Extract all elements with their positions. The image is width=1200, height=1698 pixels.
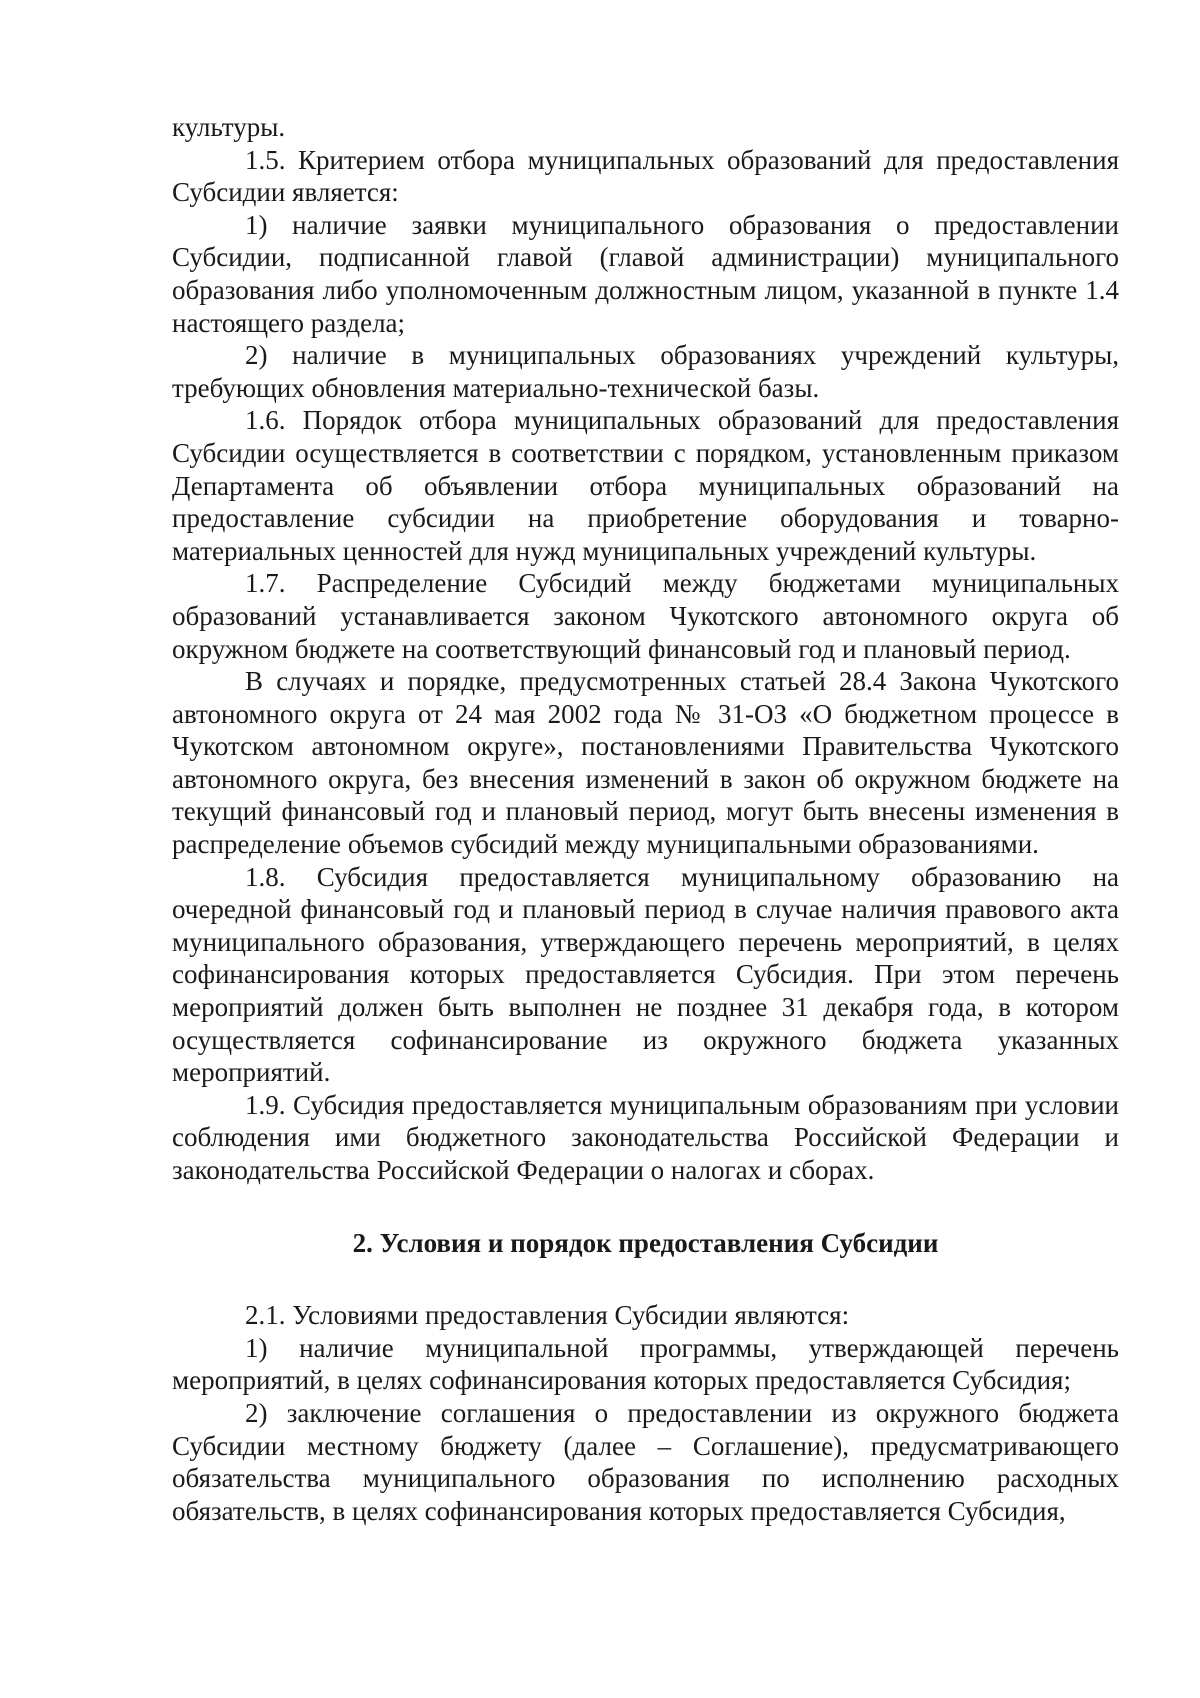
paragraph-2-1: 2.1. Условиями предоставления Субсидии являются: <box>245 1300 850 1331</box>
paragraph-1-7-cases: В случаях и порядке, предусмотренных статьей 28.4 Закона Чукотского автономного округа от 24 мая 2002 года № 31-ОЗ «О бюджетном процессе в Чукотском автономном округе», постановлениями Правительства Чукотского автономного округа, без внесения изменений в закон об окружном бюджете на текущий финансовый год и плановый период, могут быть внесены изменения в распределение объемов субсидий между муниципальными образованиями. <box>172 666 1119 860</box>
paragraph-1-6: 1.6. Порядок отбора муниципальных образований для предоставления Субсидии осуществляется в соответствии с порядком, установленным приказом Департамента об объявлении отбора муниципальных образований на предоставление субсидии на приобретение оборудования и товарно-материальных ценностей для нужд муниципальных учреждений культуры. <box>172 405 1119 566</box>
document-page <box>172 111 1119 1527</box>
paragraph-2-1-item-1: 1) наличие муниципальной программы, утверждающей перечень мероприятий, в целях софинансирования которых предоставляется Субсидия; <box>172 1332 1119 1396</box>
paragraph-1-7: 1.7. Распределение Субсидий между бюджетами муниципальных образований устанавливается законом Чукотского автономного округа об окружном бюджете на соответствующий финансовый год и плановый период. <box>172 568 1119 664</box>
section-heading: 2. Условия и порядок предоставления Субсидии <box>352 1227 939 1258</box>
paragraph-1-5-item-1: 1) наличие заявки муниципального образования о предоставлении Субсидии, подписанной главой (главой администрации) муниципального образования либо уполномоченным должностным лицом, указанной в пункте 1.4 настоящего раздела; <box>172 209 1119 338</box>
paragraph-continuation: культуры. <box>172 112 286 142</box>
paragraph-2-1-item-2: 2) заключение соглашения о предоставлении из окружного бюджета Субсидии местному бюджету (далее – Соглашение), предусматривающего обязательства муниципального образования по исполнению расходных обязательств, в целях софинансирования которых предоставляется Субсидия, <box>172 1397 1119 1526</box>
paragraph-1-5: 1.5. Критерием отбора муниципальных образований для предоставления Субсидии является: <box>172 144 1119 208</box>
paragraph-1-5-item-2: 2) наличие в муниципальных образованиях учреждений культуры, требующих обновления материально-технической базы. <box>172 340 1119 403</box>
paragraph-1-9: 1.9. Субсидия предоставляется муниципальным образованиям при условии соблюдения ими бюджетного законодательства Российской Федерации и законодательства Российской Федерации о налогах и сборах. <box>172 1089 1119 1185</box>
paragraph-1-8: 1.8. Субсидия предоставляется муниципальному образованию на очередной финансовый год и плановый период в случае наличия правового акта муниципального образования, утверждающего перечень мероприятий, в целях софинансирования которых предоставляется Субсидия. При этом перечень мероприятий должен быть выполнен не позднее 31 декабря года, в котором осуществляется софинансирование из окружного бюджета указанных мероприятий. <box>172 861 1119 1088</box>
